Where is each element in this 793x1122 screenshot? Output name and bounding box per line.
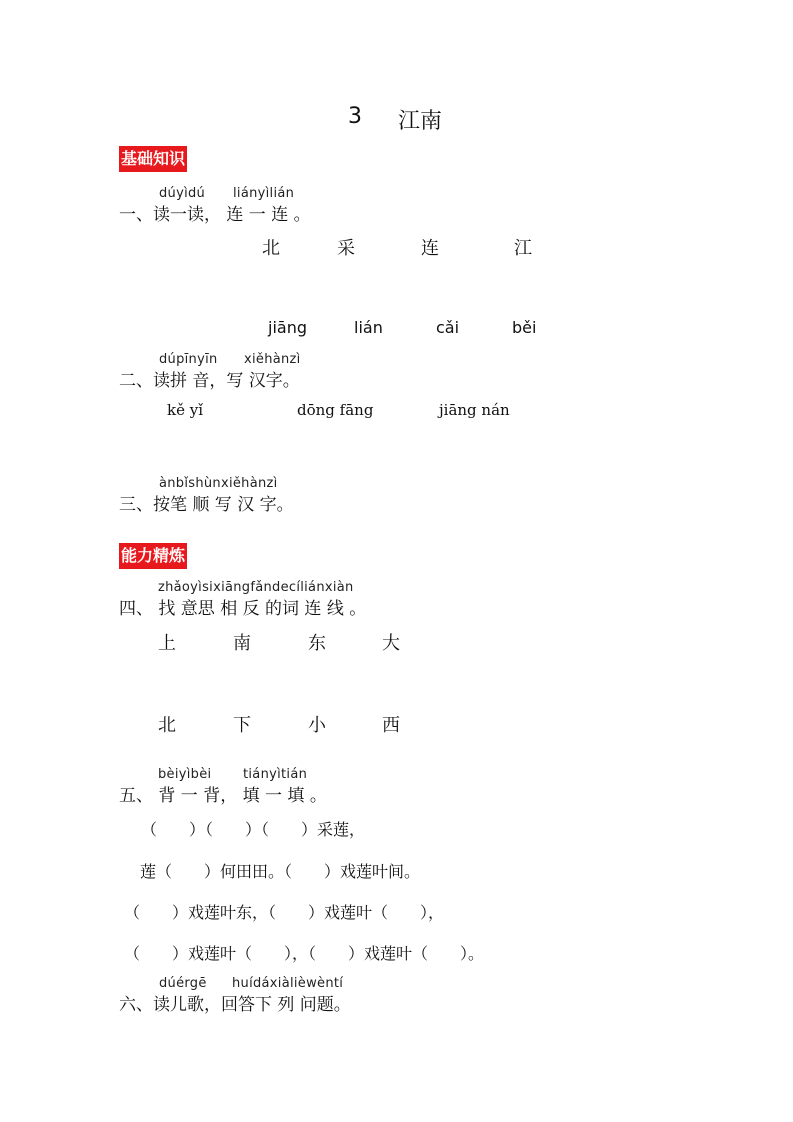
section-badge-basic: 基础知识 [119,146,187,172]
q4-top-char[interactable]: 东 [308,633,326,654]
q4-instruction: 四、 找 意思 相 反 的词 连 线 。 [119,599,367,619]
q1-char[interactable]: 采 [337,238,355,259]
q1-pinyin-option[interactable]: jiāng [268,318,307,337]
q2-word: jiāng nán [439,401,510,419]
q4-top-char[interactable]: 南 [233,633,251,654]
q4-bottom-char[interactable]: 小 [308,715,326,736]
q1-char[interactable]: 江 [514,238,532,259]
q1-pinyin-option[interactable]: cǎi [436,318,460,337]
q5-pinyin-recite: bèiyìbèi [158,767,212,782]
q6-pinyin-answer: huídáxiàlièwèntí [232,976,344,991]
q4-bottom-char[interactable]: 西 [382,715,400,736]
q4-top-char[interactable]: 大 [382,633,400,654]
q4-bottom-char[interactable]: 下 [233,715,251,736]
q5-fill-line[interactable]: （ ）戏莲叶（ ），（ ）戏莲叶（ ）。 [124,944,485,963]
q1-instruction: 一、读一读， 连 一 连 。 [119,205,311,225]
page-title: 江南 [398,109,443,134]
q4-top-char[interactable]: 上 [158,633,176,654]
q4-pinyin: zhǎoyìsixiāngfǎndecíliánxiàn [158,580,354,595]
lesson-number: 3 [348,104,362,129]
q2-word: dōng fāng [297,401,374,419]
q5-fill-line[interactable]: 莲（ ）何田田。（ ）戏莲叶间。 [140,862,421,881]
q5-fill-line[interactable]: （ ）戏莲叶东，（ ）戏莲叶（ ）， [124,903,445,922]
q4-bottom-char[interactable]: 北 [158,715,176,736]
q2-pinyin-write: xiěhànzì [244,352,301,367]
section-badge-ability: 能力精炼 [119,543,187,569]
q5-pinyin-fill: tiányìtián [243,767,308,782]
q3-instruction: 三、按笔 顺 写 汉 字。 [119,495,294,515]
q3-pinyin: ànbǐshùnxiěhànzì [159,476,278,491]
q1-pinyin-read: dúyìdú [159,186,206,201]
q2-word: kě yǐ [167,401,204,419]
q2-pinyin-read: dúpīnyīn [159,352,218,367]
q1-char[interactable]: 连 [421,238,439,259]
q1-pinyin-option[interactable]: lián [354,318,383,337]
q2-instruction: 二、读拼 音，写 汉字。 [119,371,300,391]
q5-fill-line[interactable]: （ ）（ ）（ ）采莲， [141,820,366,839]
q6-instruction: 六、读儿歌，回答下 列 问题。 [119,995,351,1015]
q5-instruction: 五、 背 一 背， 填 一 填 。 [119,786,327,806]
q1-pinyin-connect: liányìlián [233,186,295,201]
q6-pinyin-read: dúérgē [159,976,207,991]
q1-pinyin-option[interactable]: běi [512,318,537,337]
q1-char[interactable]: 北 [262,238,280,259]
